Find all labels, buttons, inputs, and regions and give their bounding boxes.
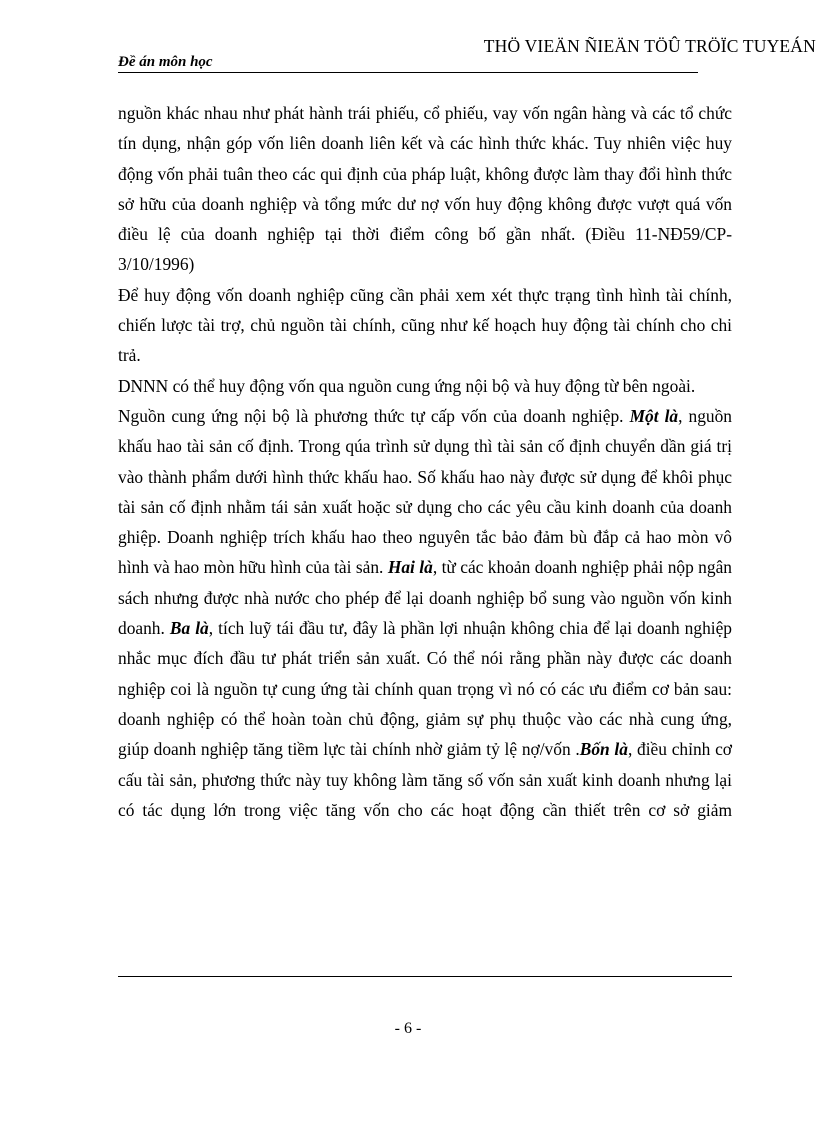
paragraph-4-text-4: , tích luỹ tái đầu tư, đây là phần lợi nhuận không chia để lại doanh nghiệp nhắc mục đích đầu tư phát triển sản xuất. Có thể nói rằng phần này được các doanh nghiệp coi là nguồn tự cung ứng tài chính quan trọng vì nó có các ưu điểm cơ bản sau: doanh nghiệp có thể hoàn toàn chủ động, giảm sự phụ thuộc vào các nhà cung ứng, giúp doanh nghiệp tăng tiềm lực tài chính nhờ giảm tỷ lệ nợ/vốn . [118, 618, 733, 760]
emphasis-mot-la: Một là [629, 405, 679, 426]
emphasis-ba-la: Ba là [169, 618, 209, 639]
page-number: - 6 - [394, 1020, 422, 1037]
library-watermark: THÖ VIEÄN ÑIEÄN TÖÛ TRÖÏC TUYEÁN [483, 36, 816, 56]
paragraph-4-text-2: , nguồn khấu hao tài sản cố định. Trong qúa trình sử dụng thì tài sản cố định chuyển dần giá trị vào thành phẩm dưới hình thức khấu hao. Số khấu hao này được sử dụng để khôi phục tài sản cố định nhằm tái sản xuất hoặc sử dụng cho các yêu cầu kinh doanh của doanh ghiệp. Doanh nghiệp trích khấu hao theo nguyên tắc bảo đảm bù đắp cả hao mòn vô hình và hao mòn hữu hình của tài sản. [118, 405, 732, 578]
page-header [118, 52, 698, 73]
footer-divider [118, 976, 732, 977]
document-body [118, 98, 732, 825]
paragraph-4-text-3: , từ các khoản doanh nghiệp phải nộp ngân sách nhưng được nhà nước cho phép để lại doanh nghiệp bổ sung vào nguồn vốn kinh doanh. [118, 557, 732, 639]
paragraph-1: nguồn khác nhau như phát hành trái phiếu, cổ phiếu, vay vốn ngân hàng và các tổ chức tín dụng, nhận góp vốn liên doanh liên kết và các hình thức khác. Tuy nhiên việc huy động vốn phải tuân theo các qui định của pháp luật, không được làm thay đổi hình thức sở hữu của doanh nghiệp và tổng mức dư nợ vốn huy động không được vượt quá vốn điều lệ của doanh nghiệp tại thời điểm công bố gần nhất. (Điều 11-NĐ59/CP-3/10/1996) [118, 103, 732, 275]
paragraph-2: Để huy động vốn doanh nghiệp cũng cần phải xem xét thực trạng tình hình tài chính, chiến lược tài trợ, chủ nguồn tài chính, cũng như kế hoạch huy động tài chính cho chi trả. [118, 284, 732, 366]
paragraph-4-text-1: Nguồn cung ứng nội bộ là phương thức tự cấp vốn của doanh nghiệp. [118, 405, 630, 426]
header-title: Đề án môn học [118, 54, 213, 70]
emphasis-hai-la: Hai là [387, 557, 433, 578]
paragraph-4-text-5: , điều chỉnh cơ cấu tài sản, phương thức này tuy không làm tăng số vốn sản xuất kinh doanh nhưng lại có tác dụng lớn trong việc tăng vốn cho các hoạt động cần thiết trên cơ sở giảm [118, 739, 732, 820]
paragraph-3: DNNN có thể huy động vốn qua nguồn cung ứng nội bộ và huy động từ bên ngoài. [118, 375, 696, 396]
paragraph-4 [118, 401, 732, 825]
emphasis-bon-la: Bốn là [579, 739, 628, 760]
